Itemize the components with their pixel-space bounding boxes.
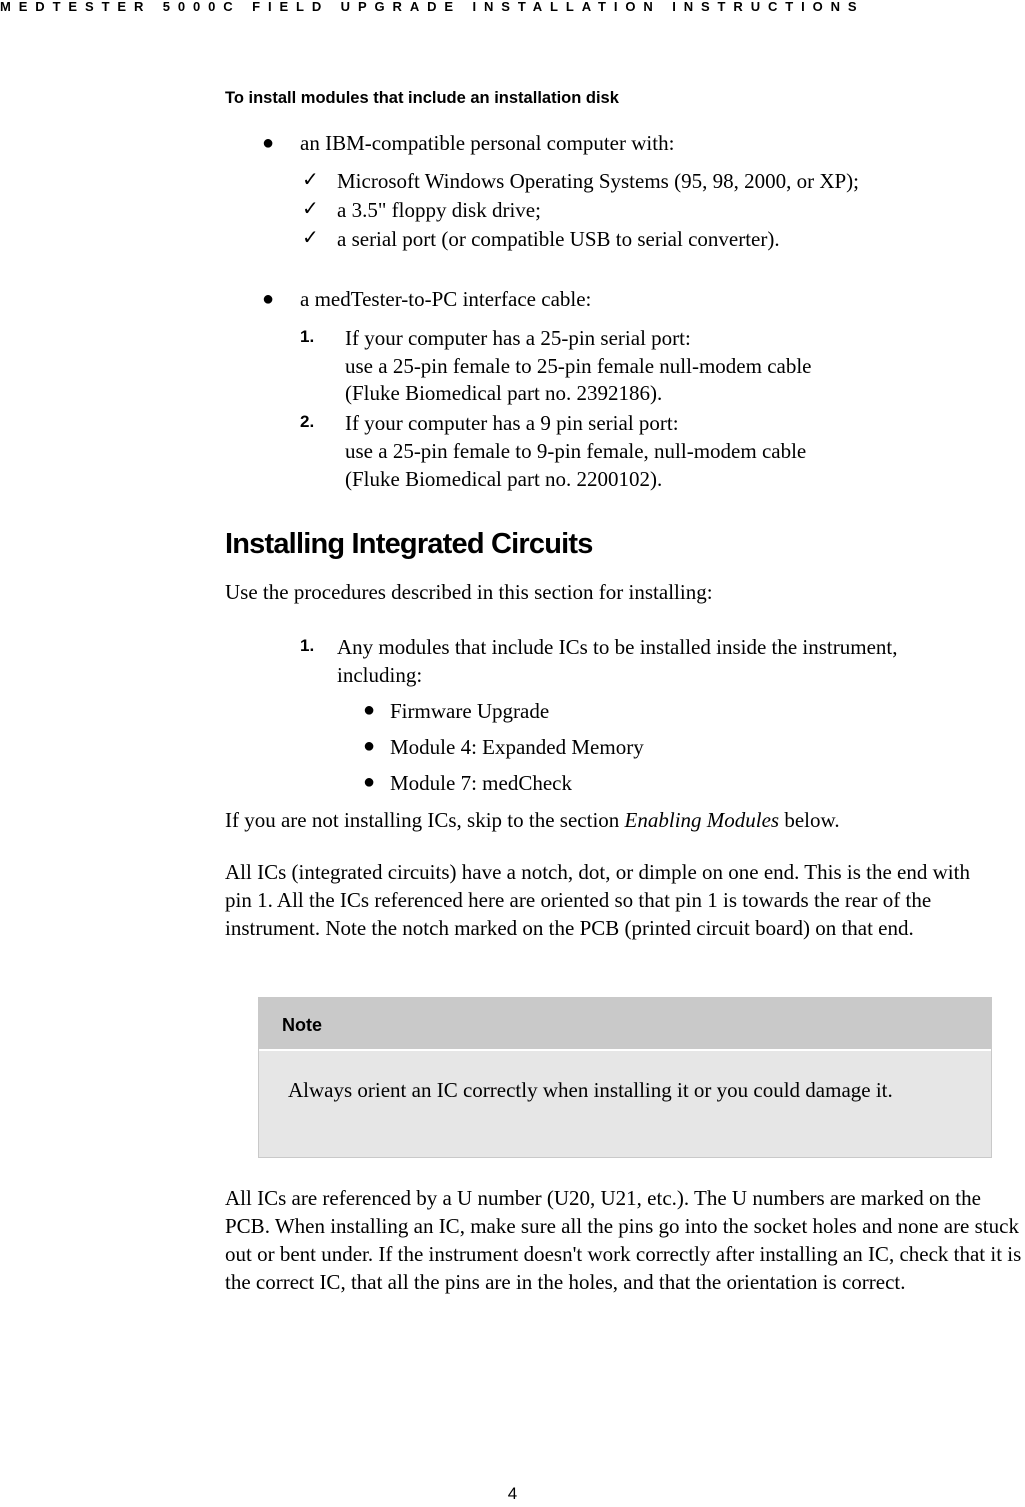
ic-reference-paragraph: All ICs are referenced by a U number (U20, U21, etc.). The U numbers are marked on the PCB. When installing an IC, make sure all the pins go into the socket holes and none are stuck out or bent under. If the instrument doesn't work correctly after installing an IC, check that it is the correct IC, that all the pins are in the holes, and that the orientation is correct. [225, 1186, 1022, 1294]
bullet-icon: ● [262, 132, 275, 154]
check-item: Microsoft Windows Operating Systems (95, 98, 2000, or XP); [337, 169, 859, 193]
checkmark-icon: ✓ [302, 227, 319, 249]
check-item: a 3.5" floppy disk drive; [337, 198, 541, 222]
cable-item-line: If your computer has a 25-pin serial port: [345, 326, 691, 350]
note-text: Always orient an IC correctly when installing it or you could damage it. [288, 1078, 893, 1102]
section-heading-ics: Installing Integrated Circuits [225, 528, 593, 560]
list-number: 2. [300, 412, 315, 431]
list-number: 1. [300, 327, 315, 346]
bullet-icon: ● [363, 771, 376, 793]
bullet-text-computer: an IBM-compatible personal computer with: [300, 131, 675, 155]
module-sub-item: Module 7: medCheck [390, 771, 572, 795]
bullet-icon: ● [363, 699, 376, 721]
section-heading-install-disk: To install modules that include an installation disk [225, 89, 619, 107]
note-title: Note [282, 1015, 322, 1035]
module-item-line: including: [337, 663, 423, 687]
skip-text-end: below. [779, 808, 840, 832]
module-sub-item: Module 4: Expanded Memory [390, 735, 644, 759]
skip-instruction [225, 806, 840, 834]
intro-text: Use the procedures described in this section for installing: [225, 580, 713, 604]
note-box [258, 997, 992, 1158]
ic-orientation-paragraph: All ICs (integrated circuits) have a notch, dot, or dimple on one end. This is the end with pin 1. All the ICs referenced here are oriented so that pin 1 is towards the rear of the instrument. Note the notch marked on the PCB (printed circuit board) on that end. [225, 860, 970, 940]
section-reference: Enabling Modules [624, 808, 780, 832]
module-sub-item: Firmware Upgrade [390, 699, 550, 723]
bullet-text-cable: a medTester-to-PC interface cable: [300, 287, 592, 311]
cable-item-line: use a 25-pin female to 25-pin female null-modem cable [345, 354, 812, 378]
running-header: MEDTESTER 5000C FIELD UPGRADE INSTALLATION INSTRUCTIONS [0, 0, 865, 14]
module-item-line: Any modules that include ICs to be installed inside the instrument, [337, 635, 898, 659]
checkmark-icon: ✓ [302, 198, 319, 220]
list-number: 1. [300, 636, 315, 655]
cable-item-line: If your computer has a 9 pin serial port: [345, 411, 679, 435]
skip-text: If you are not installing ICs, skip to the section [225, 808, 625, 832]
check-item: a serial port (or compatible USB to serial converter). [337, 227, 780, 251]
cable-item-line: (Fluke Biomedical part no. 2392186). [345, 381, 663, 405]
note-header [259, 998, 991, 1051]
cable-item-line: (Fluke Biomedical part no. 2200102). [345, 467, 663, 491]
checkmark-icon: ✓ [302, 169, 319, 191]
bullet-icon: ● [363, 735, 376, 757]
bullet-icon: ● [262, 288, 275, 310]
cable-item-line: use a 25-pin female to 9-pin female, null-modem cable [345, 439, 807, 463]
page-number: 4 [507, 1484, 518, 1503]
